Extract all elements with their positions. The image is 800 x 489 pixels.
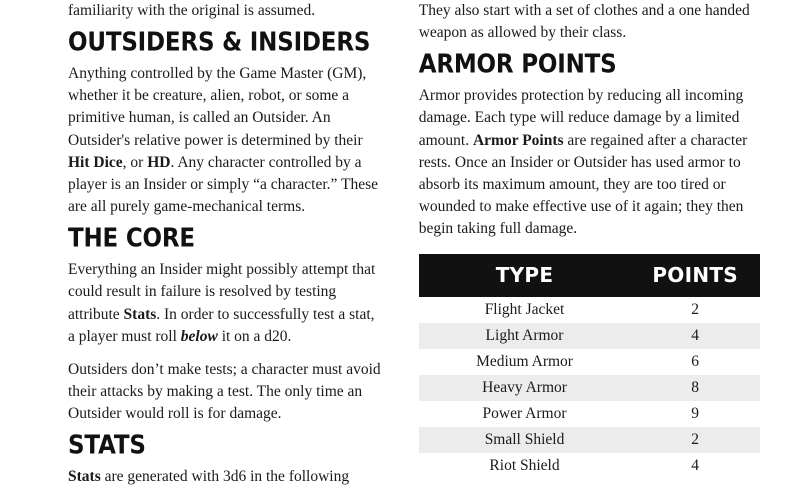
intro-fragment-right: They also start with a set of clothes and a one handed weapon as allowed by their class. (418, 2, 750, 42)
cell-type: Flight Jacket (484, 301, 565, 319)
text-run: Armor provides protection by reducing all incoming damage. Each type will reduce damage by a limited amount. (418, 87, 744, 149)
table-header-row (419, 254, 760, 297)
table-row (419, 453, 760, 479)
table-row (419, 349, 760, 375)
paragraph-outsiders (68, 63, 383, 218)
text-run: Everything an Insider might possibly attempt that could result in failure is resolved by testing attribute (68, 261, 376, 323)
cell-type: Heavy Armor (482, 379, 567, 397)
cell-points: 4 (691, 327, 700, 345)
text-run: Anything controlled by the Game Master (GM), whether it be creature, alien, robot, or some a primitive human, is called an Outsider. An Outsider's relative power is determined by their (68, 65, 367, 149)
left-column (0, 0, 383, 486)
table-body (419, 297, 760, 479)
table-row (419, 375, 760, 401)
cell-type: Small Shield (484, 431, 565, 449)
right-column (418, 0, 800, 475)
cell-points: 2 (691, 431, 700, 449)
armor-points-table (419, 254, 760, 479)
column-header-type: TYPE (419, 254, 631, 297)
text-run-bold: Stats (123, 305, 157, 323)
text-run-bold: HD (147, 153, 171, 171)
paragraph-core-1 (68, 259, 383, 348)
cell-points: 6 (691, 353, 700, 371)
text-run: are generated with 3d6 in the following (100, 468, 350, 486)
table-header (419, 254, 760, 297)
table-row (419, 323, 760, 349)
heading-armor-points: ARMOR POINTS (418, 50, 617, 80)
column-header-points: POINTS (630, 254, 760, 297)
cell-type: Riot Shield (489, 457, 560, 475)
paragraph-core-2: Outsiders don’t make tests; a character must avoid their attacks by making a test. The only time an Outsider would roll is for damage. (68, 360, 381, 423)
text-run-bold: Hit Dice (68, 153, 123, 171)
cell-type: Light Armor (485, 327, 564, 345)
paragraph-stats (68, 466, 383, 488)
heading-stats: STATS (68, 431, 146, 461)
cell-points: 8 (691, 379, 700, 397)
text-run: . Any character controlled by a player is an Insider or simply “a character.” These are all purely game-mechanical terms. (68, 153, 379, 216)
cell-points: 9 (691, 405, 700, 423)
text-run-bold: Armor Points (472, 131, 564, 149)
cell-type: Power Armor (482, 405, 567, 423)
table-row (419, 401, 760, 427)
text-run-bold-italic: below (180, 327, 218, 345)
cell-points: 4 (691, 457, 700, 475)
text-run: are regained after a character rests. Once an Insider or Outsider has used armor to absorb its maximum amount, they are too tired or wounded to make effective use of it again; they then begin taking full damage. (418, 131, 748, 238)
text-run: . In order to successfully test a stat, a player must roll (68, 305, 375, 345)
paragraph-armor (419, 85, 760, 240)
text-run-bold: Stats (68, 468, 101, 486)
table-row (419, 427, 760, 453)
intro-fragment-left: familiarity with the original is assumed. (68, 2, 316, 19)
text-run: it on a d20. (217, 327, 292, 345)
heading-outsiders-insiders: OUTSIDERS & INSIDERS (68, 28, 371, 58)
heading-the-core: THE CORE (68, 224, 195, 254)
table-row (419, 297, 760, 323)
cell-points: 2 (691, 301, 700, 319)
cell-type: Medium Armor (476, 353, 573, 371)
text-run: , or (122, 153, 148, 171)
